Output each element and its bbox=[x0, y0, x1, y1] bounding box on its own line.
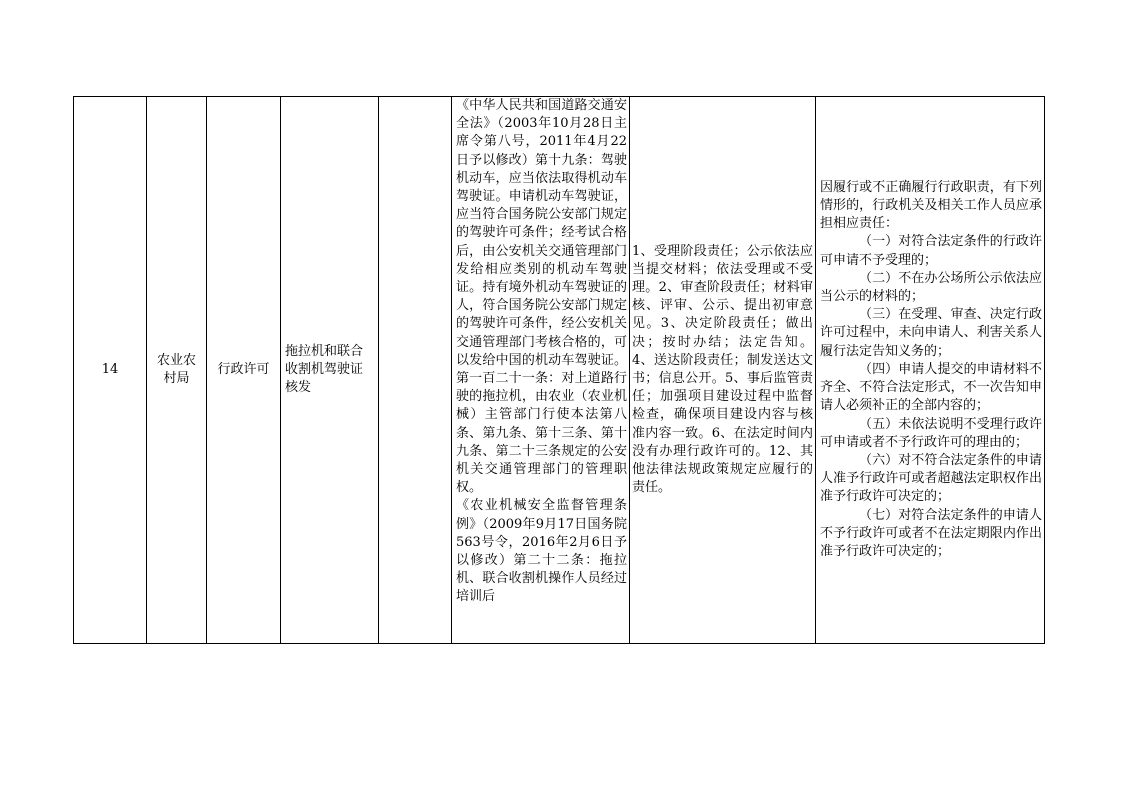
liability-item: （三）在受理、审查、决定行政许可过程中，未向申请人、利害关系人履行法定告知义务的； bbox=[820, 307, 1042, 359]
liability-item: （一）对符合法定条件的行政许可申请不予受理的； bbox=[820, 234, 1042, 268]
power-list-table bbox=[73, 96, 1045, 644]
liability-item: （四）申请人提交的申请材料不齐全、不符合法定形式，不一次告知申请人必须补正的全部内容的； bbox=[820, 361, 1042, 414]
liability-item: （二）不在办公场所公示依法应当公示的材料的； bbox=[820, 270, 1042, 305]
sub-item-cell bbox=[379, 97, 452, 643]
department-name: 农业农村局 bbox=[156, 353, 196, 386]
responsibility-cell bbox=[630, 97, 816, 643]
item-name-cell bbox=[281, 97, 379, 643]
responsibility-text: 1、受理阶段责任；公示依法应当提交材料；依法受理或不受理。2、审查阶段责任；材料审核、评审、公示、提出初审意见。3、决定阶段责任；做出决；按时办结；法定告知。 4、送达阶段责任；制发送达文书；信息公开。5、事后监管责任；加强项目建设过程中监督检查，确保项目建设内容与核准内容一致。6、在法定时间内没有办理行政许可的。12、其他法律法规政策规定应履行的责任。 bbox=[632, 243, 813, 496]
item-name: 拖拉机和联合收割机驾驶证核发 bbox=[285, 344, 364, 395]
liability-item: （七）对符合法定条件的申请人不予行政许可或者不在法定期限内作出准予行政许可决定的； bbox=[820, 507, 1042, 559]
liability-cell bbox=[816, 97, 1046, 643]
liability-item: （五）未依法说明不受理行政许可申请或者不予行政许可的理由的； bbox=[820, 416, 1042, 450]
legal-basis-cell bbox=[452, 97, 630, 643]
department-cell bbox=[147, 97, 207, 643]
power-category: 行政许可 bbox=[217, 362, 270, 377]
row-number-cell bbox=[74, 97, 147, 643]
legal-basis-paragraph: 《农业机械安全监督管理条例》（2009年9月17日国务院563号令，2016年2月6日予以修改）第二十二条：拖拉机、联合收割机操作人员经过培训后 bbox=[456, 498, 627, 605]
category-cell bbox=[207, 97, 281, 643]
liability-item: （六）对不符合法定条件的申请人准予行政许可或者超越法定职权作出准予行政许可决定的； bbox=[820, 452, 1042, 505]
liability-content bbox=[820, 179, 1042, 561]
liability-intro: 因履行或不正确履行行政职责，有下列情形的，行政机关及相关工作人员应承担相应责任： bbox=[820, 179, 1042, 232]
row-number: 14 bbox=[101, 362, 119, 377]
legal-basis-paragraph: 《中华人民共和国道路交通安全法》（2003年10月28日主席令第八号，2011年4月22日予以修改）第十九条：驾驶机动车，应当依法取得机动车驾驶证。申请机动车驾驶证，应当符合国务院公安部门规定的驾驶许可条件；经考试合格后，由公安机关交通管理部门发给相应类别的机动车驾驶证。持有境外机动车驾驶证的人，符合国务院公安部门规定的驾驶许可条件，经公安机关交通管理部门考核合格的，可以发给中国的机动车驾驶证。第一百二十一条：对上道路行驶的拖拉机，由农业（农业机械）主管部门行使本法第八条、第九条、第十三条、第十九条、第二十三条规定的公安机关交通管理部门的管理职权。 bbox=[456, 98, 627, 496]
